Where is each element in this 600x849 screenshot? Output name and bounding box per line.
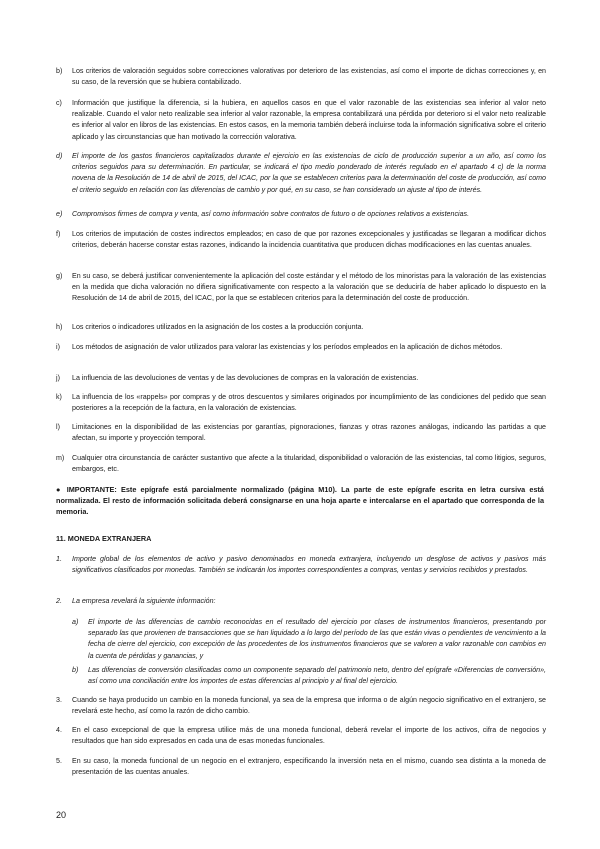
list-item-text: Información que justifique la diferencia, si la hubiera, en aquellos casos en que el valor razonable de las existencias sea inferior al valor neto realizable. Cuando el valor neto realizable sea inferior al valor razonable, la empresa contabilizará una pérdida por deterioro si el valor neto realizable es inferior al valor en libros de las existencias. En estos casos, en la memoria también deberá incluirse toda la información significativa sobre el criterio aplicado y las circunstancias que han motivado la corrección valorativa.	[72, 99, 546, 141]
list-marker: b)	[72, 666, 79, 674]
list-item-b	[56, 66, 546, 88]
list-marker: 1.	[56, 555, 62, 563]
list-item-text: Los criterios o indicadores utilizados en la asignación de los costes a la producción conjunta.	[72, 323, 364, 331]
list-item-text: Los criterios de valoración seguidos sobre correcciones valorativas por deterioro de las existencias, así como el importe de dichas correcciones y, en su caso, de la reversión que se hubiera contabilizado.	[72, 67, 546, 87]
section-subitem-a	[72, 617, 546, 662]
list-marker: b)	[56, 67, 63, 75]
list-item-text: Importe global de los elementos de activo y pasivo denominados en moneda extranjera, incluyendo un desglose de activos y pasivos más significativos clasificados por monedas. También se indicarán los importes correspondientes a compras, ventas y servicios recibidos y prestados.	[72, 555, 546, 575]
list-marker: d)	[56, 152, 63, 160]
list-item-text: La empresa revelará la siguiente información:	[72, 597, 216, 605]
list-item-c	[56, 98, 546, 143]
list-marker: a)	[72, 618, 79, 626]
list-item-text: Los métodos de asignación de valor utilizados para valorar las existencias y los períodos empleados en la aplicación de dichos métodos.	[72, 343, 503, 351]
list-item-text: En el caso excepcional de que la empresa utilice más de una moneda funcional, deberá revelar el importe de los activos, cifra de negocios y resultados que han sido expresados en cada una de esas monedas funcionales.	[72, 726, 546, 746]
list-item-text: El importe de las diferencias de cambio reconocidas en el resultado del ejercicio por clases de instrumentos financieros, presentando por separado las que provienen de transacciones que se han liquidado a lo largo del período de las que están vivas o pendientes de vencimiento a la fecha de cierre del ejercicio, con excepción de las procedentes de los instrumentos financieros que se valoren a valor razonable con cambios en la cuenta de pérdidas y ganancias, y	[88, 618, 546, 660]
list-item-f	[56, 229, 546, 251]
list-item-text: La influencia de las devoluciones de ventas y de las devoluciones de compras en la valoración de existencias.	[72, 374, 419, 382]
list-marker: k)	[56, 393, 62, 401]
page-number: 20	[56, 810, 67, 820]
list-item-text: El importe de los gastos financieros capitalizados durante el ejercicio en las existencias de ciclo de producción superior a un año, así como los criterios seguidos para su determinación. En particular, se indicará el tipo medio ponderado de interés regulado en el apartado 4 c) de la norma novena de la Resolución de 14 de abril de 2015, del ICAC, por la que se establecen criterios para la determinación del coste de producción, así como el criterio seguido en relación con las diferencias de cambio y por qué, en su caso, se han considerado un ajuste al tipo de interés.	[72, 152, 546, 194]
list-item-e	[56, 209, 546, 220]
list-marker: f)	[56, 230, 61, 238]
list-item-m	[56, 453, 546, 475]
list-item-j	[56, 373, 546, 384]
list-marker: 5.	[56, 757, 62, 765]
list-item-h	[56, 322, 546, 333]
list-marker: 4.	[56, 726, 62, 734]
important-note: ● IMPORTANTE: Este epígrafe está parcialmente normalizado (página M10). La parte de este epígrafe escrita en letra cursiva está normalizada. El resto de información solicitada deberá consignarse en una hoja aparte e intercalarse en el apartado que corresponda de la memoria.	[56, 485, 544, 517]
list-item-text: En su caso, la moneda funcional de un negocio en el extranjero, especificando la inversión neta en el mismo, cuando sea distinta a la moneda de presentación de las cuentas anuales.	[72, 757, 546, 777]
list-marker: j)	[56, 374, 60, 382]
list-item-text: En su caso, se deberá justificar convenientemente la aplicación del coste estándar y el método de los minoristas para la valoración de las existencias en la medida que dicha valoración no difiera significativamente con respecto a la valoración que se deduciría de haber aplicado lo dispuesto en la Resolución de 14 de abril de 2015, del ICAC, por la que se establecen criterios para la determinación del coste de producción.	[72, 272, 546, 303]
list-item-l	[56, 422, 546, 444]
list-marker: c)	[56, 99, 62, 107]
section-subitem-b	[72, 665, 546, 687]
list-item-text: Limitaciones en la disponibilidad de las existencias por garantías, pignoraciones, fianzas y otras razones análogas, indicando las partidas a que afectan, su importe y proyección temporal.	[72, 423, 546, 443]
list-item-i	[56, 342, 546, 353]
section-item-3	[56, 695, 546, 717]
list-marker: m)	[56, 454, 65, 462]
list-item-g	[56, 271, 546, 305]
list-item-d	[56, 151, 546, 196]
list-item-text: Los criterios de imputación de costes indirectos empleados; en caso de que por razones excepcionales y justificadas se llegaran a modificar dichos criterios, deberán hacerse constar estas razones, indicando la incidencia cuantitativa que producen dichas modificaciones en las cuentas anuales.	[72, 230, 546, 250]
list-marker: 2.	[56, 597, 62, 605]
section-item-2	[56, 596, 546, 607]
list-marker: g)	[56, 272, 63, 280]
list-marker: h)	[56, 323, 63, 331]
section-item-1	[56, 554, 546, 576]
list-marker: e)	[56, 210, 63, 218]
list-item-text: Las diferencias de conversión clasificadas como un componente separado del patrimonio neto, dentro del epígrafe «Diferencias de conversión», así como una conciliación entre los importes de estas diferencias al principio y al final del ejercicio.	[88, 666, 546, 686]
section-heading: 11. MONEDA EXTRANJERA	[56, 534, 152, 543]
list-marker: l)	[56, 423, 60, 431]
list-item-text: Compromisos firmes de compra y venta, así como información sobre contratos de futuro o de opciones relativos a existencias.	[72, 210, 470, 218]
list-item-k	[56, 392, 546, 414]
list-marker: 3.	[56, 696, 62, 704]
list-item-text: La influencia de los «rappels» por compras y de otros descuentos y similares originados por incumplimiento de las condiciones del pedido que sean posteriores a la recepción de la factura, en la valoración de existencias.	[72, 393, 546, 413]
section-item-4	[56, 725, 546, 747]
list-item-text: Cuando se haya producido un cambio en la moneda funcional, ya sea de la empresa que informa o de algún negocio significativo en el extranjero, se revelará este hecho, así como la razón de dicho cambio.	[72, 696, 546, 716]
section-item-5	[56, 756, 546, 778]
list-item-text: Cualquier otra circunstancia de carácter sustantivo que afecte a la titularidad, disponibilidad o valoración de las existencias, tal como litigios, seguros, embargos, etc.	[72, 454, 546, 474]
list-marker: i)	[56, 343, 60, 351]
